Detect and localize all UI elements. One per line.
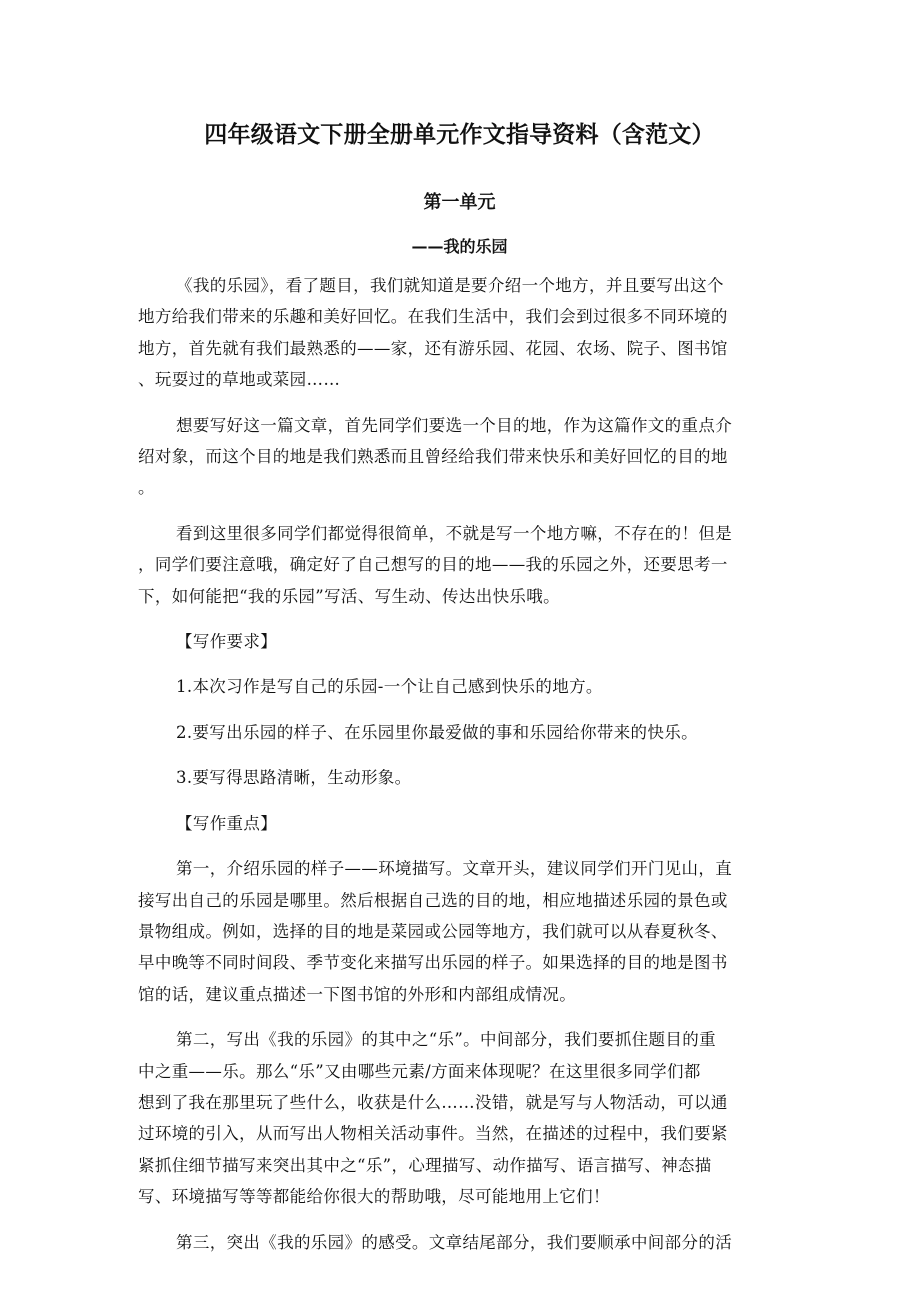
text-line: 地方，首先就有我们最熟悉的——家，还有游乐园、花园、农场、院子、图书馆 — [138, 338, 728, 358]
text-line: 【写作重点】 — [176, 813, 278, 833]
text-line: ，同学们要注意哦，确定好了自己想写的目的地——我的乐园之外，还要思考一 — [138, 555, 728, 575]
text-line: 想要写好这一篇文章，首先同学们要选一个目的地，作为这篇作文的重点介 — [176, 415, 733, 435]
paragraph — [138, 853, 781, 1010]
document-title: 四年级语文下册全册单元作文指导资料（含范文） — [204, 122, 715, 148]
text-line: 想到了我在那里玩了些什么，收获是什么……没错，就是写与人物活动，可以通 — [138, 1092, 728, 1112]
text-line: 地方给我们带来的乐趣和美好回忆。在我们生活中，我们会到过很多不同环境的 — [138, 307, 728, 327]
text-line: 3.要写得思路清晰，生动形象。 — [176, 768, 412, 788]
paragraph — [138, 1024, 781, 1212]
document-body — [138, 270, 781, 1258]
text-line: 过环境的引入，从而写出人物相关活动事件。当然，在描述的过程中，我们要紧 — [138, 1124, 728, 1144]
text-line: 第一，介绍乐园的样子——环境描写。文章开头，建议同学们开门见山，直 — [176, 859, 733, 879]
text-line: 中之重——乐。那么“乐”又由哪些元素/方面来体现呢？在这里很多同学们都 — [138, 1061, 701, 1081]
text-line: 早中晚等不同时间段、季节变化来描写出乐园的样子。如果选择的目的地是图书 — [138, 953, 728, 973]
requirement-item — [138, 671, 781, 702]
section-heading-focus — [138, 808, 781, 839]
essay-topic-title: ——我的乐园 — [411, 237, 508, 256]
requirement-item — [138, 762, 781, 793]
section-heading-requirements — [138, 626, 781, 657]
text-line: 看到这里很多同学们都觉得很简单，不就是写一个地方嘛，不存在的！但是 — [176, 523, 733, 543]
text-line: 、玩耍过的草地或菜园…… — [138, 370, 341, 390]
text-line: 2.要写出乐园的样子、在乐园里你最爱做的事和乐园给你带来的快乐。 — [176, 722, 698, 742]
text-line: 第二，写出《我的乐园》的其中之“乐”。中间部分，我们要抓住题目的重 — [176, 1030, 716, 1050]
text-line: 【写作要求】 — [176, 632, 278, 652]
text-line: 下，如何能把“我的乐园”写活、写生动、传达出快乐哦。 — [138, 586, 560, 606]
text-line: 紧抓住细节描写来突出其中之“乐”，心理描写、动作描写、语言描写、神态描 — [138, 1155, 712, 1175]
unit-title: 第一单元 — [423, 192, 496, 213]
text-line: 馆的话，建议重点描述一下图书馆的外形和内部组成情况。 — [138, 984, 577, 1004]
text-line: 第三，突出《我的乐园》的感受。文章结尾部分，我们要顺承中间部分的活 — [176, 1232, 733, 1252]
paragraph — [138, 410, 781, 504]
text-line: 绍对象，而这个目的地是我们熟悉而且曾经给我们带来快乐和美好回忆的目的地 — [138, 447, 728, 467]
paragraph — [138, 1227, 781, 1258]
text-line: 写、环境描写等等都能给你很大的帮助哦，尽可能地用上它们！ — [138, 1187, 610, 1207]
paragraph — [138, 518, 781, 612]
requirement-item — [138, 717, 781, 748]
text-line: 《我的乐园》，看了题目，我们就知道是要介绍一个地方，并且要写出这个 — [176, 276, 724, 295]
text-line: 1.本次习作是写自己的乐园-一个让自己感到快乐的地方。 — [176, 677, 603, 697]
text-line: 。 — [138, 478, 155, 498]
text-line: 景物组成。例如，选择的目的地是菜园或公园等地方，我们就可以从春夏秋冬、 — [138, 921, 728, 941]
text-line: 接写出自己的乐园是哪里。然后根据自己选的目的地，相应地描述乐园的景色或 — [138, 890, 728, 910]
paragraph — [138, 270, 781, 396]
